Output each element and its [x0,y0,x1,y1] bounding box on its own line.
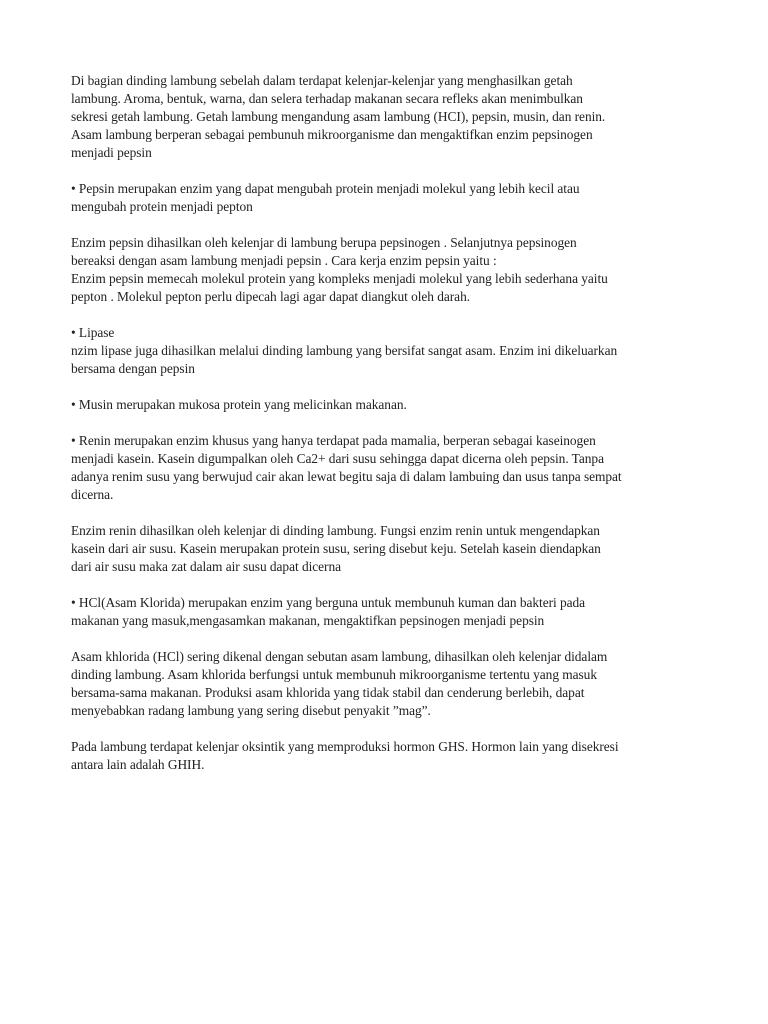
text-line: antara lain adalah GHIH. [71,757,205,772]
text-line: sekresi getah lambung. Getah lambung mengandung asam lambung (HCI), pepsin, musin, dan renin. [71,109,606,124]
text-line: • HCl(Asam Klorida) merupakan enzim yang berguna untuk membunuh kuman dan bakteri pada [71,595,586,610]
paragraph-hormones [71,738,708,774]
paragraph-hcl-bullet [71,594,708,630]
paragraph-renin-detail [71,522,708,576]
text-line: dicerna. [71,487,114,502]
paragraph-renin-bullet [71,432,708,504]
text-line: adanya renim susu yang berwujud cair akan lewat begitu saja di dalam lambuing dan usus tanpa sempat [71,469,622,484]
text-line: nzim lipase juga dihasilkan melalui dinding lambung yang bersifat sangat asam. Enzim ini dikeluarkan [71,343,618,358]
text-line: Di bagian dinding lambung sebelah dalam terdapat kelenjar-kelenjar yang menghasilkan getah [71,73,573,88]
paragraph-pepsin-detail [71,234,708,306]
text-line: menjadi pepsin [71,145,152,160]
text-line: Asam khlorida (HCl) sering dikenal dengan sebutan asam lambung, dihasilkan oleh kelenjar didalam [71,649,608,664]
paragraph-hcl-detail [71,648,708,720]
text-line: bersama dengan pepsin [71,361,195,376]
text-line: kasein dari air susu. Kasein merupakan protein susu, sering disebut keju. Setelah kasein diendapkan [71,541,601,556]
text-line: • Renin merupakan enzim khusus yang hanya terdapat pada mamalia, berperan sebagai kaseinogen [71,433,596,448]
text-line: makanan yang masuk,mengasamkan makanan, mengaktifkan pepsinogen menjadi pepsin [71,613,545,628]
text-line: • Pepsin merupakan enzim yang dapat mengubah protein menjadi molekul yang lebih kecil atau [71,181,580,196]
text-line: bereaksi dengan asam lambung menjadi pepsin . Cara kerja enzim pepsin yaitu : [71,253,497,268]
text-line: pepton . Molekul pepton perlu dipecah lagi agar dapat diangkut oleh darah. [71,289,471,304]
text-line: menjadi kasein. Kasein digumpalkan oleh Ca2+ dari susu sehingga dapat dicerna oleh pepsin. Tanpa [71,451,604,466]
text-line: bersama-sama makanan. Produksi asam khlorida yang tidak stabil dan cenderung berlebih, dapat [71,685,585,700]
paragraph-intro [71,72,708,162]
text-line: dinding lambung. Asam khlorida berfungsi untuk membunuh mikroorganisme tertentu yang masuk [71,667,597,682]
text-line: • Musin merupakan mukosa protein yang melicinkan makanan. [71,397,407,412]
paragraph-musin [71,396,708,414]
text-line: Enzim pepsin dihasilkan oleh kelenjar di lambung berupa pepsinogen . Selanjutnya pepsinogen [71,235,577,250]
paragraph-lipase [71,324,708,378]
text-line: menyebabkan radang lambung yang sering disebut penyakit ”mag”. [71,703,431,718]
text-line: Pada lambung terdapat kelenjar oksintik yang memproduksi hormon GHS. Hormon lain yang disekresi [71,739,619,754]
text-line: • Lipase [71,325,115,340]
text-line: mengubah protein menjadi pepton [71,199,253,214]
paragraph-pepsin-bullet [71,180,708,216]
text-line: Enzim pepsin memecah molekul protein yang kompleks menjadi molekul yang lebih sederhana yaitu [71,271,608,286]
text-line: Enzim renin dihasilkan oleh kelenjar di dinding lambung. Fungsi enzim renin untuk mengendapkan [71,523,600,538]
text-line: Asam lambung berperan sebagai pembunuh mikroorganisme dan mengaktifkan enzim pepsinogen [71,127,593,142]
text-line: dari air susu maka zat dalam air susu dapat dicerna [71,559,341,574]
text-line: lambung. Aroma, bentuk, warna, dan selera terhadap makanan secara refleks akan menimbulkan [71,91,583,106]
